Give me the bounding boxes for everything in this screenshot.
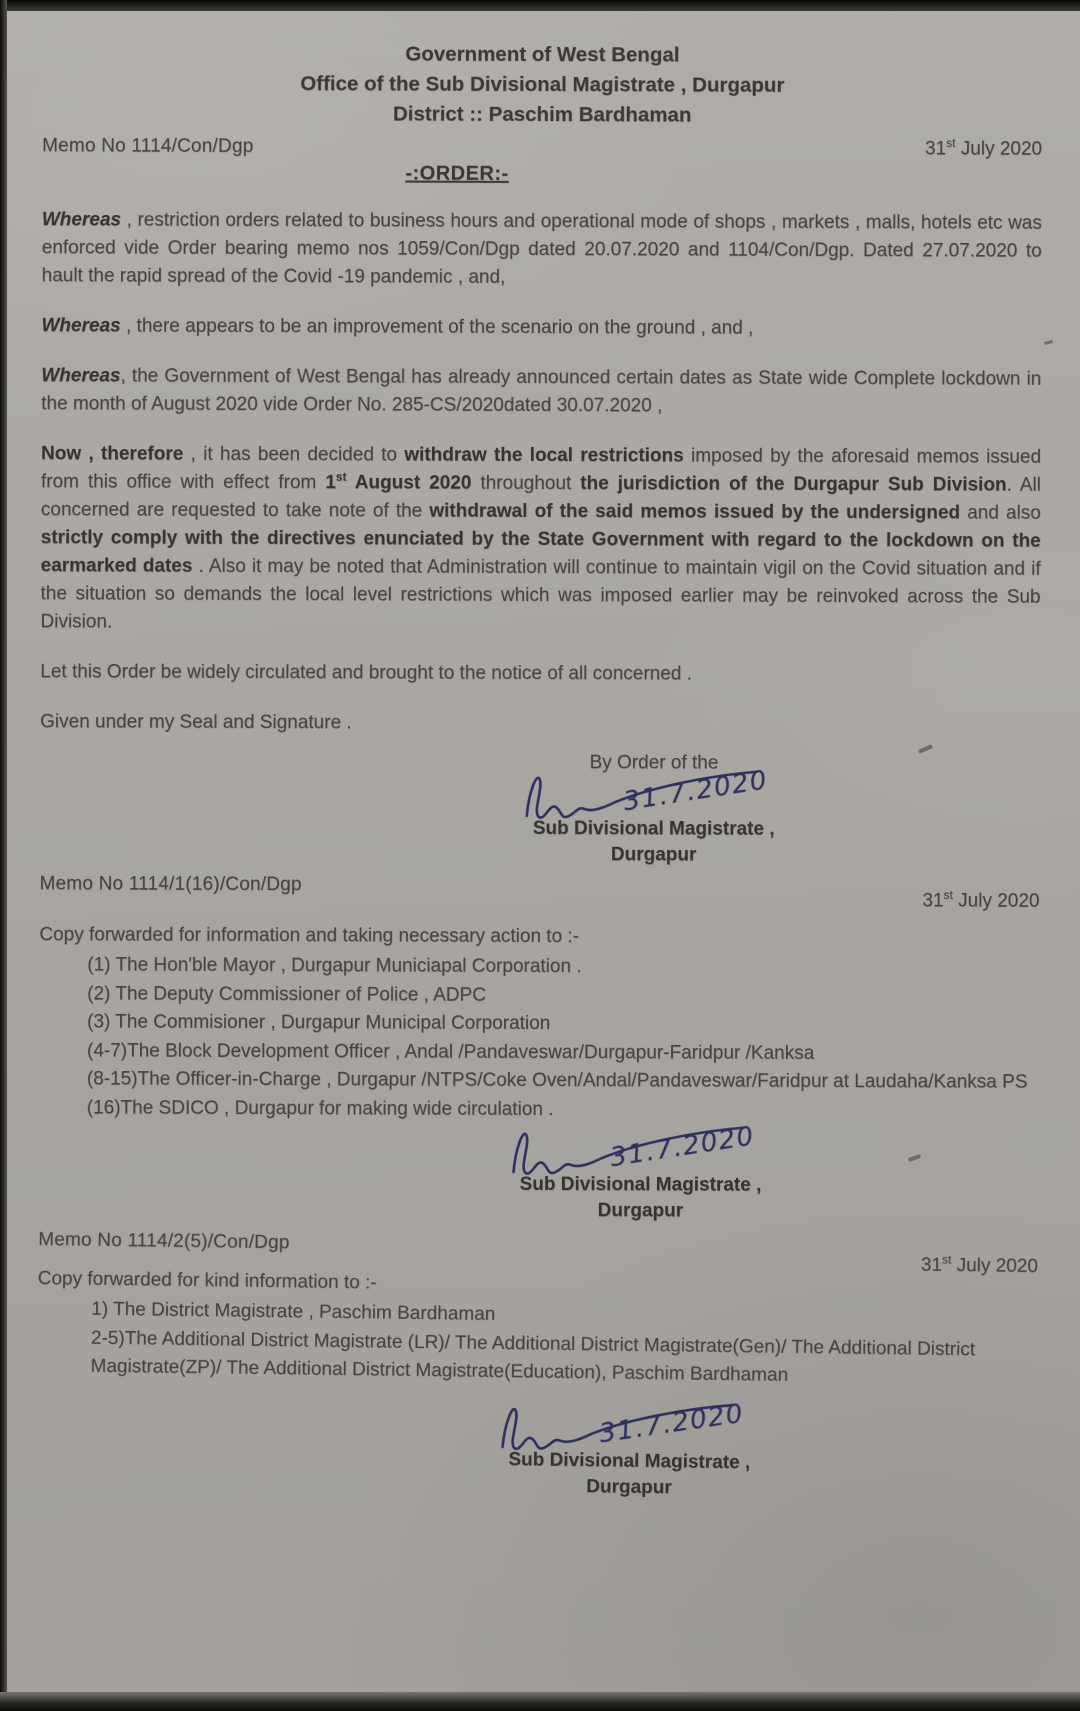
date-month-year: July 2020 xyxy=(955,138,1043,160)
header-government: Government of West Bengal xyxy=(405,42,680,67)
header-office: Office of the Sub Divisional Magistrate , Durgapur xyxy=(300,72,785,97)
memo-line-2 xyxy=(39,873,1039,912)
whereas-word: Whereas xyxy=(41,365,121,387)
date-day: 31 xyxy=(922,890,944,912)
handwritten-date: 31.7.2020 xyxy=(621,765,770,818)
date-ordinal: st xyxy=(941,1252,952,1267)
signatory-place: Durgapur xyxy=(597,1200,684,1222)
photo-edge-bottom xyxy=(0,1692,1080,1711)
date-month-year: July 2020 xyxy=(952,890,1040,912)
signatory-title: Sub Divisional Magistrate , xyxy=(519,1173,762,1196)
whereas-paragraph-3: Whereas, the Government of West Bengal has already announced certain dates as State wide Complete lockdown in the month of August 2020 vide Order No. 285-CS/2020dated 30.07.2020 , xyxy=(41,365,1042,417)
list-item: (1) The Hon'ble Mayor , Durgapur Municiapal Corporation . xyxy=(87,954,582,978)
list-item: (4-7)The Block Development Officer , Andal /Pandaveswar/Durgapur-Faridpur /Kanksa xyxy=(86,1039,815,1064)
memo2-distribution-list xyxy=(39,951,1040,1125)
memo1-date xyxy=(925,138,1042,160)
photo-edge-left xyxy=(0,0,7,1711)
memo-line-1 xyxy=(42,135,1042,160)
signature-block-1 xyxy=(464,752,844,869)
whereas-word: Whereas xyxy=(41,315,121,337)
header-district: District :: Paschim Bardhaman xyxy=(392,102,692,127)
signatory-place: Durgapur xyxy=(586,1475,672,1498)
document-page xyxy=(6,10,1080,1695)
handwritten-date: 31.7.2020 xyxy=(608,1121,757,1174)
memo3-distribution-list xyxy=(36,1295,1037,1394)
signature-block-2 xyxy=(450,1118,830,1225)
date-month-year: July 2020 xyxy=(951,1254,1039,1278)
handwritten-date: 31.7.2020 xyxy=(597,1398,746,1449)
photo-edge-top xyxy=(0,0,1080,11)
list-item: 2-5)The Additional District Magistrate (LR)/ The Additional District Magistrate(Gen)/ The Additional District Magistrate(ZP)/ The Additional District Magistrate(Education), Paschim Bardhaman xyxy=(90,1327,976,1386)
order-heading: -:ORDER:- xyxy=(405,162,509,185)
date-day: 31 xyxy=(924,138,947,160)
memo3-date xyxy=(920,1252,1039,1279)
list-item: (8-15)The Officer-in-Charge , Durgapur /NTPS/Coke Oven/Andal/Pandaveswar/Faridpur at Laudaha/Kanksa PS xyxy=(86,1068,1028,1093)
list-item: (3) The Commisioner , Durgapur Municipal Corporation xyxy=(87,1011,551,1035)
signatory-title: Sub Divisional Magistrate , xyxy=(532,817,775,840)
operative-paragraph: Now , therefore , it has been decided to withdraw the local restrictions imposed by the aforesaid memos issued from this office with effect from 1st August 2020 throughout the jurisdiction of the Durgapur Sub Division. All concerned are requested to take note of the withdrawal of the said memos issued by the undersigned and also strictly comply with the directives enunciated by the State Government with regard to the lockdown on the earmarked dates . Also it may be noted that Administration will continue to maintain vigil on the Covid situation and if the situation so demands the local level restrictions which was imposed earlier may be reinvoked across the Sub Division. xyxy=(40,443,1042,633)
whereas-word: Whereas xyxy=(41,209,122,231)
list-item: 1) The District Magistrate , Paschim Bardhaman xyxy=(91,1298,496,1325)
list-item: (2) The Deputy Commissioner of Police , ADPC xyxy=(87,982,486,1006)
memo2-date xyxy=(922,890,1039,912)
memo2-number: Memo No 1114/1(16)/Con/Dgp xyxy=(39,873,302,896)
memo3-number: Memo No 1114/2(5)/Con/Dgp xyxy=(38,1228,290,1254)
whereas-paragraph-1: Whereas , restriction orders related to business hours and operational mode of shops , markets , malls, hotels etc was enforced vide Order bearing memo nos 1059/Con/Dgp dated 20.07.2020 and 1104/Con/Dgp. Dated 27.07.2020 to hault the rapid spread of the Covid -19 pandemic , and, xyxy=(41,209,1042,288)
signature-block-3 xyxy=(439,1392,820,1503)
date-ordinal: st xyxy=(946,136,956,151)
date-day: 31 xyxy=(920,1254,943,1276)
memo3-copy-line: Copy forwarded for kind information to :- xyxy=(37,1267,377,1294)
circulation-line: Let this Order be widely circulated and brought to the notice of all concerned . xyxy=(40,661,692,685)
whereas-paragraph-2: Whereas , there appears to be an improvement of the scenario on the ground , and , xyxy=(41,315,754,339)
memo3-section xyxy=(35,1229,1038,1506)
by-order-line: By Order of the xyxy=(589,752,719,774)
seal-signature-line: Given under my Seal and Signature . xyxy=(40,711,352,734)
list-item: (16)The SDICO , Durgapur for making wide circulation . xyxy=(86,1096,554,1120)
date-ordinal: st xyxy=(943,888,953,903)
memo1-number: Memo No 1114/Con/Dgp xyxy=(42,135,254,157)
memo2-copy-line: Copy forwarded for information and taking necessary action to :- xyxy=(39,924,580,948)
signatory-title: Sub Divisional Magistrate , xyxy=(508,1448,751,1473)
signatory-place: Durgapur xyxy=(610,844,697,866)
